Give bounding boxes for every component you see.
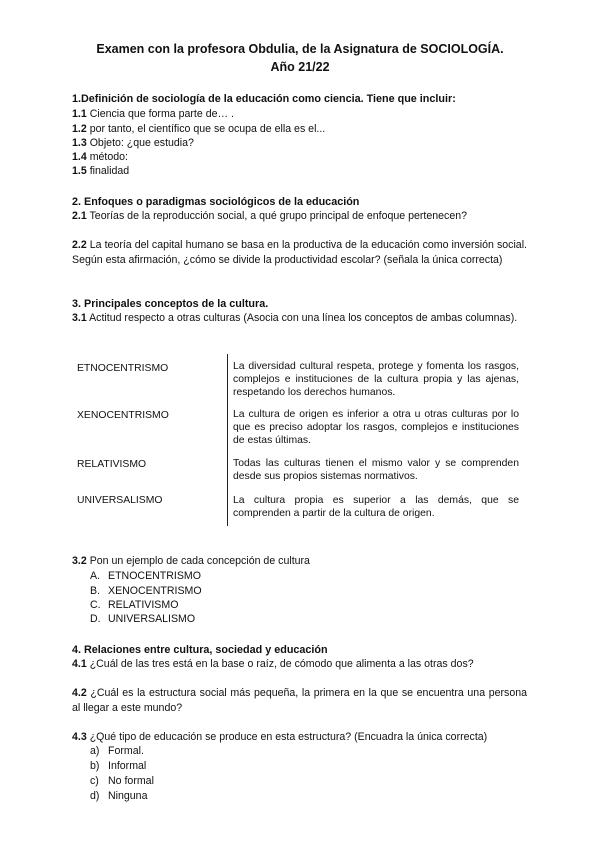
- question-text: Objeto: ¿que estudia?: [89, 137, 194, 149]
- option-marker: A.: [90, 570, 101, 582]
- question-text: ¿Cuál de las tres está en la base o raíz, de cómodo que alimenta a las otras dos?: [89, 658, 474, 670]
- concept-xenocentrismo: XENOCENTRISMO: [77, 410, 169, 421]
- question-number: 1.1: [72, 108, 87, 120]
- question-number: 1.2: [72, 123, 87, 135]
- exam-year: Año 21/22: [270, 60, 330, 74]
- option-text: ETNOCENTRISMO: [108, 570, 201, 582]
- question-3-1: [72, 311, 527, 326]
- option-d: [90, 612, 195, 626]
- option-d: [90, 789, 147, 803]
- definition-2: La cultura de origen es inferior a otra u otras culturas por lo que es preciso adoptar los rasgos, complejos e instituciones de estas últimas.: [233, 409, 519, 447]
- question-number: 3.2: [72, 555, 87, 567]
- option-text: Formal.: [108, 745, 144, 757]
- question-text: Pon un ejemplo de cada concepción de cultura: [89, 555, 310, 567]
- option-text: XENOCENTRISMO: [108, 585, 202, 597]
- option-a: [90, 744, 144, 758]
- question-1-5: [72, 164, 129, 178]
- option-marker: c): [90, 775, 99, 787]
- option-text: RELATIVISMO: [108, 599, 179, 611]
- question-text: ¿Qué tipo de educación se produce en esta estructura? (Encuadra la única correcta): [89, 731, 488, 743]
- option-marker: b): [90, 760, 100, 772]
- question-1-1: [72, 107, 234, 121]
- question-text: método:: [89, 151, 128, 163]
- question-number: 3.1: [72, 312, 87, 324]
- question-text: Teorías de la reproducción social, a qué grupo principal de enfoque pertenecen?: [89, 210, 468, 222]
- option-text: Informal: [108, 760, 147, 772]
- section-4-heading: 4. Relaciones entre cultura, sociedad y educación: [72, 644, 328, 656]
- definition-3: Todas las culturas tienen el mismo valor y se comprenden desde sus propios sistemas normativos.: [233, 458, 519, 483]
- question-number: 4.2: [72, 687, 87, 699]
- question-text: por tanto, el científico que se ocupa de ella es el...: [89, 123, 326, 135]
- section-1-heading: 1.Definición de sociología de la educación como ciencia. Tiene que incluir:: [72, 93, 456, 105]
- question-number: 1.5: [72, 165, 87, 177]
- question-2-1: [72, 209, 467, 223]
- question-number: 4.1: [72, 658, 87, 670]
- option-b: [90, 759, 146, 773]
- option-marker: D.: [90, 613, 101, 625]
- option-text: No formal: [108, 775, 154, 787]
- definition-4: La cultura propia es superior a las demás, que se comprenden a partir de la cultura de origen.: [233, 495, 519, 520]
- question-1-2: [72, 122, 325, 136]
- concept-relativismo: RELATIVISMO: [77, 459, 147, 470]
- option-c: [90, 598, 178, 612]
- question-text: ¿Cuál es la estructura social más pequeña, la primera en la que se encuentra una persona al llegar a este mundo?: [72, 687, 527, 714]
- option-c: [90, 774, 154, 788]
- option-marker: C.: [90, 599, 101, 611]
- question-4-1: [72, 657, 474, 671]
- column-divider: [227, 354, 228, 526]
- question-text: finalidad: [89, 165, 130, 177]
- question-4-3: [72, 730, 487, 744]
- question-text: La teoría del capital humano se basa en la productiva de la educación como inversión social. Según esta afirmación, ¿cómo se divide la productividad escolar? (señala la única correcta): [72, 239, 527, 266]
- option-text: UNIVERSALISMO: [108, 613, 196, 625]
- question-1-3: [72, 136, 194, 150]
- question-3-2: [72, 554, 310, 568]
- option-marker: B.: [90, 585, 101, 597]
- question-text: Ciencia que forma parte de… .: [89, 108, 234, 120]
- option-a: [90, 569, 201, 583]
- option-text: Ninguna: [108, 790, 148, 802]
- question-number: 1.4: [72, 151, 87, 163]
- question-number: 2.2: [72, 239, 87, 251]
- exam-title: Examen con la profesora Obdulia, de la Asignatura de SOCIOLOGÍA.: [96, 42, 504, 56]
- question-4-2: [72, 686, 527, 715]
- question-text: Actitud respecto a otras culturas (Asocia con una línea los conceptos de ambas columnas).: [89, 312, 518, 324]
- question-number: 1.3: [72, 137, 87, 149]
- concept-universalismo: UNIVERSALISMO: [77, 495, 163, 506]
- question-number: 4.3: [72, 731, 87, 743]
- option-marker: a): [90, 745, 100, 757]
- question-1-4: [72, 150, 128, 164]
- section-2-heading: 2. Enfoques o paradigmas sociológicos de la educación: [72, 196, 360, 208]
- section-3-heading: 3. Principales conceptos de la cultura.: [72, 298, 269, 310]
- question-2-2: [72, 238, 527, 267]
- option-b: [90, 584, 202, 598]
- concept-etnocentrismo: ETNOCENTRISMO: [77, 363, 169, 374]
- definition-1: La diversidad cultural respeta, protege y fomenta los rasgos, complejos e instituciones de la cultura propia y las ajenas, respetando los derechos humanos.: [233, 361, 519, 399]
- question-number: 2.1: [72, 210, 87, 222]
- option-marker: d): [90, 790, 100, 802]
